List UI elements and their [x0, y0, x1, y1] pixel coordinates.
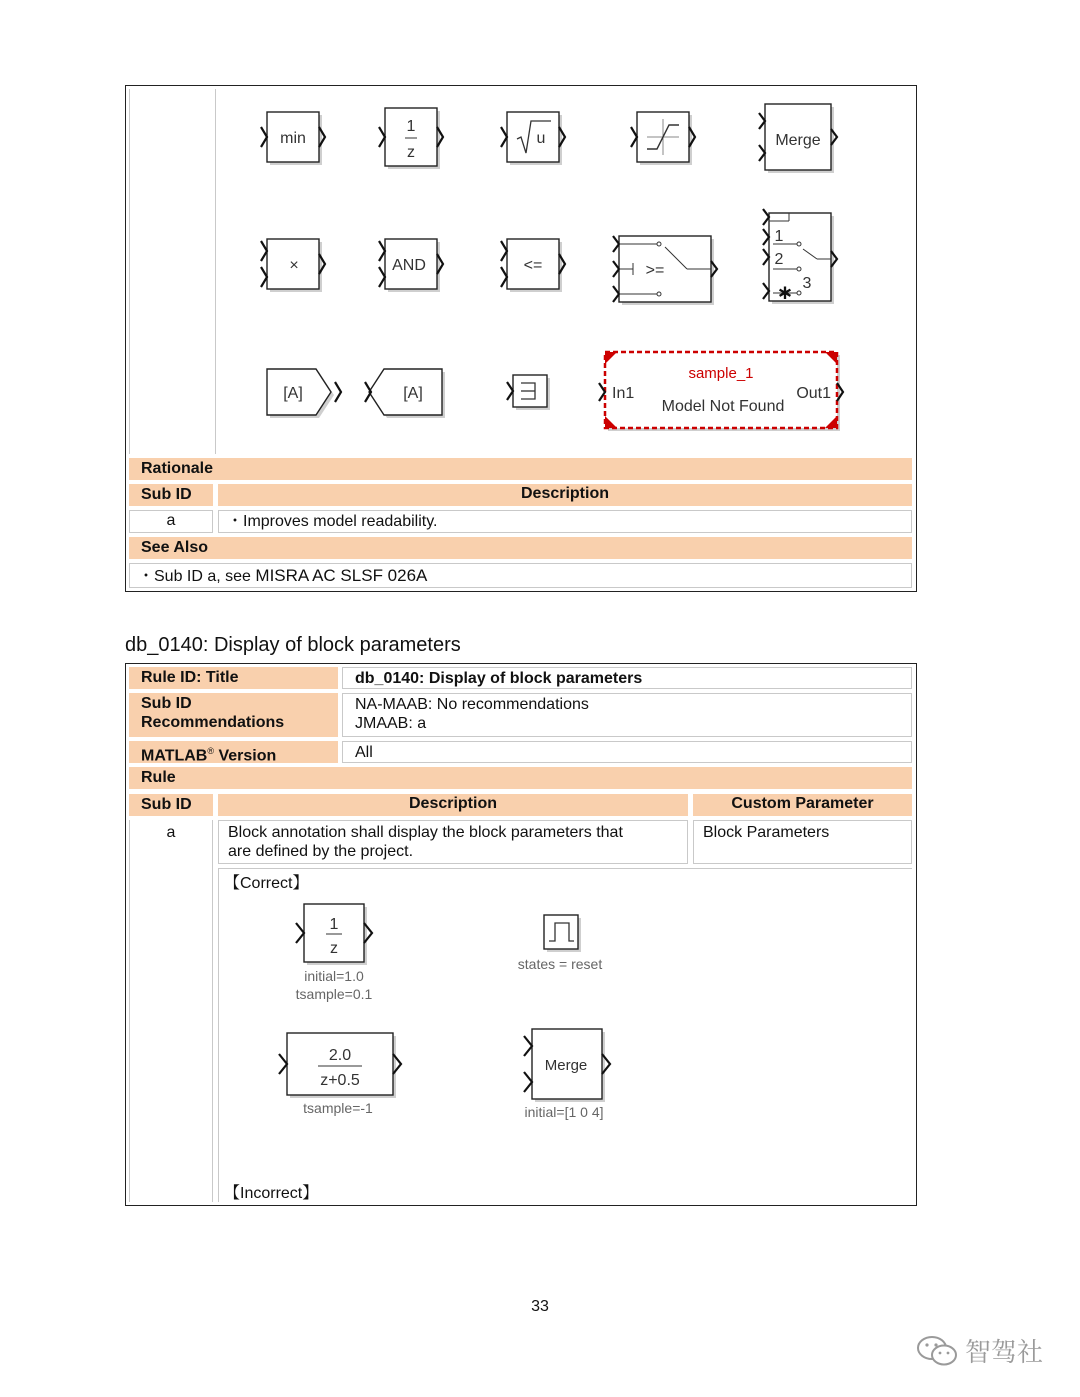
see-also-row — [129, 563, 912, 588]
t2-row-desc-line-2: are defined by the project. — [228, 843, 414, 860]
correct-transfer-fcn-block — [279, 1033, 401, 1116]
relational-operator-block — [501, 239, 565, 292]
unit-delay-block — [379, 108, 443, 169]
mport-default-label: ∗ — [776, 282, 794, 304]
matlab-version-value-cell — [342, 741, 912, 763]
correct-ud-den: z — [330, 940, 338, 957]
correct-merge-cap: initial=[1 0 4] — [524, 1104, 604, 1120]
page-number: 33 — [531, 1298, 549, 1315]
correct-unit-delay-block — [296, 904, 373, 1002]
sub-id-rec-label-line-2: Recommendations — [141, 714, 285, 731]
matlab-label-suffix: Version — [214, 747, 277, 765]
matlab-version-value: All — [355, 744, 373, 761]
wechat-icon — [915, 1334, 959, 1368]
logical-and-label: AND — [392, 257, 426, 274]
t2-sub-id-header — [129, 794, 213, 816]
block-diagram-panel — [217, 89, 913, 454]
see-also-header — [129, 537, 912, 559]
unit-delay-den: z — [407, 144, 415, 161]
product-label: × — [289, 257, 299, 274]
incorrect-label: 【Incorrect】 — [224, 1185, 319, 1202]
t1-row-description-value: ・Improves model readability. — [227, 513, 438, 530]
t2-description-header — [218, 794, 688, 816]
diagram-left-cell — [129, 89, 216, 454]
t2-row-desc-line-1: Block annotation shall display the block parameters that — [228, 824, 623, 841]
rationale-header — [129, 458, 912, 480]
t2-row-custom-param-value: Block Parameters — [703, 824, 830, 841]
t2-row-sub-id — [129, 820, 213, 1202]
correct-ud-cap-2: tsample=0.1 — [295, 986, 373, 1002]
t2-row-sub-id-value: a — [166, 824, 176, 841]
model-reference-block — [599, 352, 843, 431]
min-label: min — [280, 130, 306, 147]
t1-sub-id-header — [129, 484, 213, 506]
min-block — [261, 112, 325, 165]
unit-delay-num: 1 — [406, 118, 416, 135]
sub-id-rec-value-cell — [342, 693, 912, 737]
mport-label-2: 2 — [774, 251, 784, 268]
goto-label: [A] — [283, 385, 303, 402]
multiport-switch-block — [763, 209, 837, 304]
model-name-label: sample_1 — [688, 365, 754, 382]
correct-tf-cap: tsample=-1 — [303, 1100, 373, 1116]
mport-label-3: 3 — [802, 275, 812, 292]
watermark — [915, 1332, 1043, 1369]
sqrt-label: u — [536, 130, 546, 147]
logical-and-block — [379, 239, 443, 292]
see-also-label: See Also — [141, 539, 208, 556]
see-also-link[interactable]: MISRA AC SLSF 026A — [255, 566, 428, 585]
terminator-block — [507, 375, 550, 410]
correct-label: 【Correct】 — [224, 875, 309, 892]
saturation-block — [631, 112, 695, 165]
correct-merge-block — [524, 1029, 610, 1120]
sub-id-rec-label-line-1: Sub ID — [141, 695, 192, 712]
section-title: db_0140: Display of block parameters — [125, 634, 461, 656]
product-block — [261, 239, 325, 292]
rule-id-label: Rule ID: Title — [141, 669, 239, 686]
t2-row-custom-param — [693, 820, 912, 864]
see-also-text: ・Sub ID a, see — [138, 568, 251, 585]
t2-row-description — [218, 820, 688, 864]
sqrt-block — [501, 112, 565, 165]
mport-label-1: 1 — [774, 228, 784, 245]
correct-tf-den: z+0.5 — [320, 1072, 360, 1089]
model-out-label: Out1 — [796, 385, 831, 402]
t1-description-header — [218, 484, 912, 506]
rule-id-label-cell — [129, 667, 338, 689]
merge-label: Merge — [775, 132, 821, 149]
merge-block — [759, 104, 837, 173]
correct-tf-num: 2.0 — [328, 1047, 352, 1064]
t2-custom-param-header — [693, 794, 912, 816]
t1-row-description — [218, 510, 912, 533]
t1-row-sub-id — [129, 510, 213, 533]
matlab-version-label-cell — [129, 741, 338, 763]
rec-line-1: NA-MAAB: No recommendations — [355, 696, 589, 713]
sub-id-rec-label-cell — [129, 693, 338, 737]
model-in-label: In1 — [612, 385, 635, 402]
rule-header — [129, 767, 912, 789]
correct-examples-diagram — [260, 895, 660, 1135]
from-block — [365, 369, 445, 418]
t1-description-header-label: Description — [520, 485, 609, 502]
rule-label: Rule — [141, 769, 176, 786]
matlab-registered-mark: ® — [207, 746, 214, 756]
from-label: [A] — [403, 385, 423, 402]
t2-description-header-label: Description — [408, 795, 497, 812]
rule-id-value-cell — [342, 667, 912, 689]
correct-merge-label: Merge — [544, 1057, 588, 1074]
switch-block — [613, 236, 717, 305]
t1-sub-id-header-label: Sub ID — [141, 486, 192, 503]
goto-block — [267, 369, 341, 418]
correct-pulse-cap: states = reset — [517, 956, 603, 972]
t2-sub-id-header-label: Sub ID — [141, 796, 192, 813]
model-not-found-label: Model Not Found — [661, 398, 785, 415]
matlab-label: MATLAB — [141, 747, 208, 765]
t2-custom-param-header-label: Custom Parameter — [731, 795, 874, 812]
correct-pulse-block — [518, 915, 603, 972]
correct-ud-cap-1: initial=1.0 — [304, 968, 364, 984]
t1-row-sub-id-value: a — [166, 512, 176, 529]
relational-label: <= — [523, 257, 543, 274]
rule-id-value: db_0140: Display of block parameters — [355, 670, 643, 687]
watermark-text: 智驾社 — [965, 1338, 1044, 1368]
rec-line-2: JMAAB: a — [355, 715, 427, 732]
switch-label: >= — [645, 262, 665, 279]
correct-ud-num: 1 — [329, 916, 339, 933]
rationale-label: Rationale — [141, 460, 214, 477]
